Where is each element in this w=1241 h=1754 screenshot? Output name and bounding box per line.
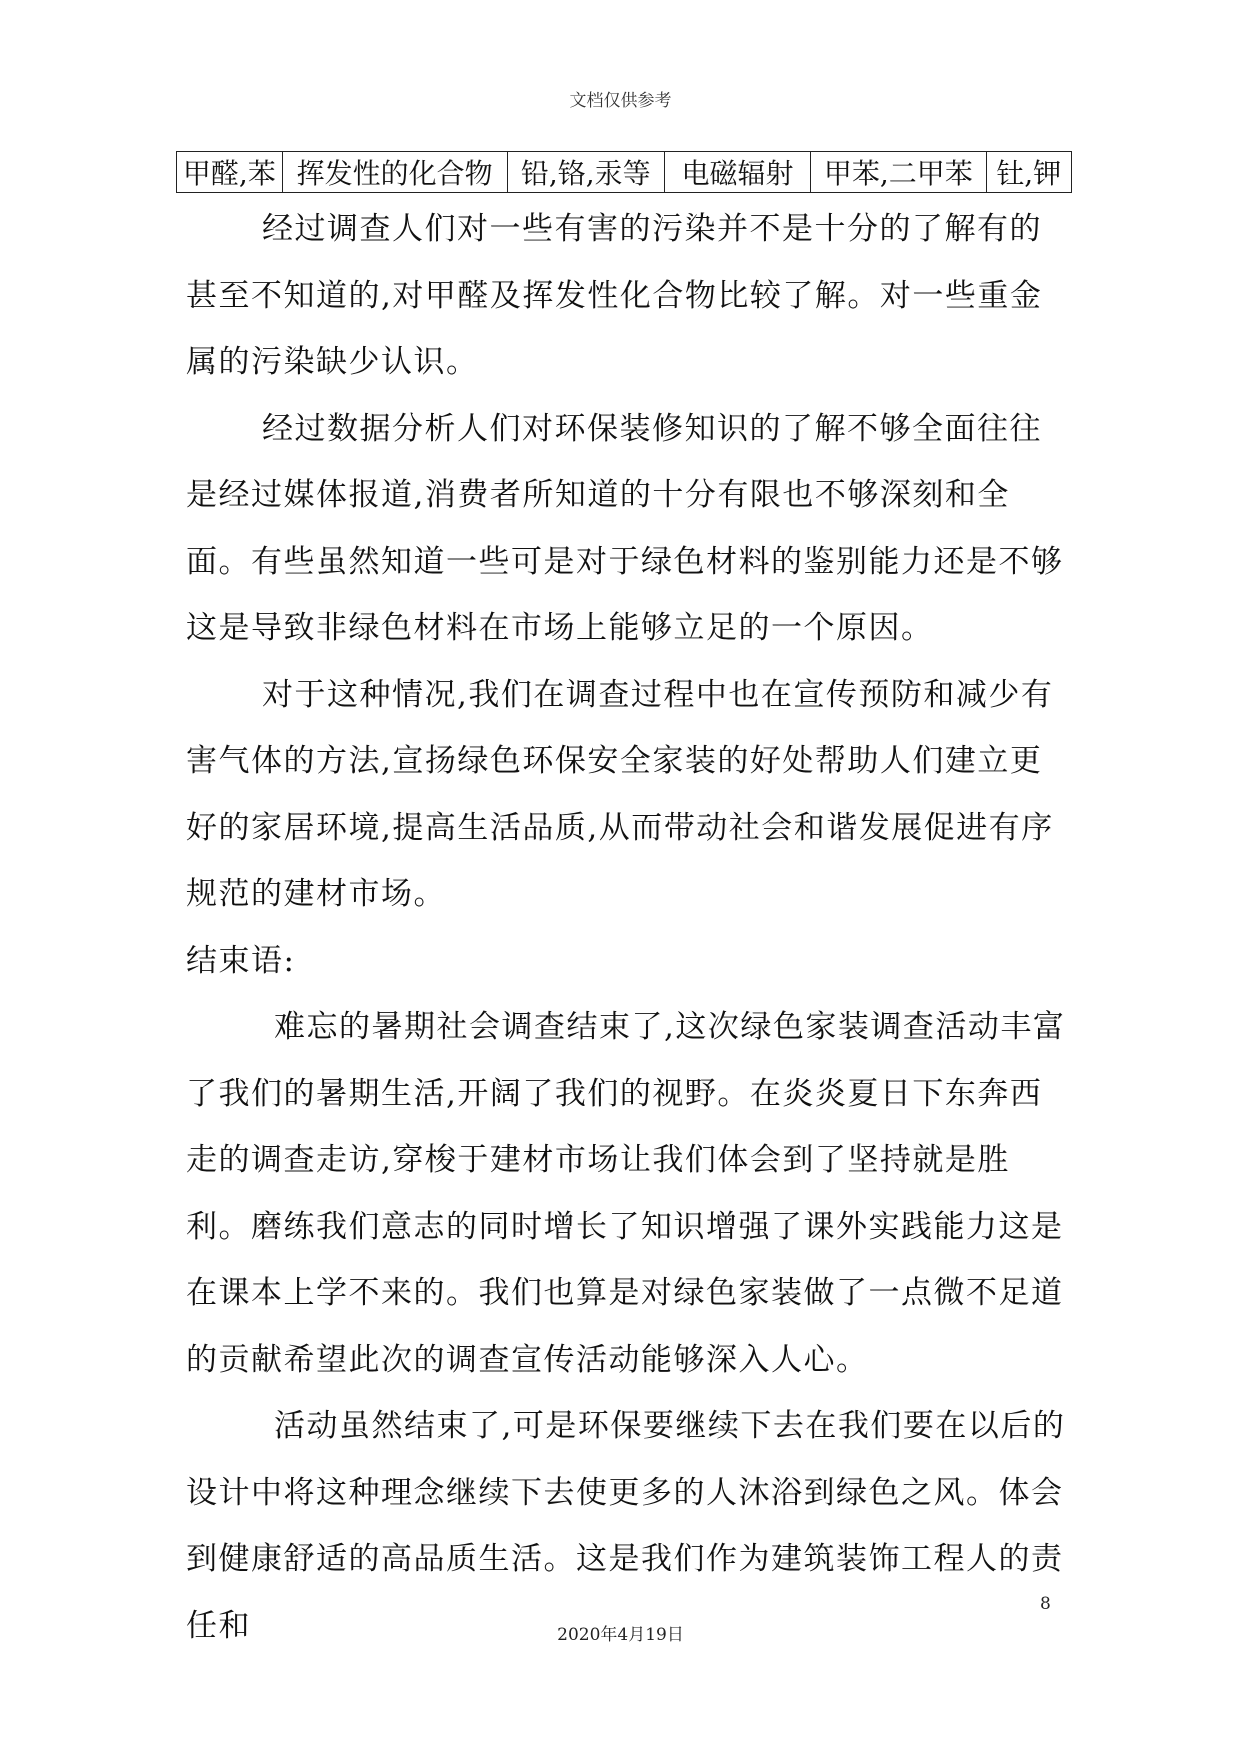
paragraph: 对于这种情况,我们在调查过程中也在宣传预防和减少有害气体的方法,宣扬绿色环保安全家装的好处帮助人们建立更好的家居环境,提高生活品质,从而带动社会和谐发展促进有序规范的建材市场。 [186, 676, 1054, 912]
table-cell: 铅,铬,汞等 [507, 152, 664, 193]
page-footer-date: 2020年4月19日 [557, 1625, 684, 1645]
table-cell: 电磁辐射 [664, 152, 810, 193]
conclusion-heading: 结束语: [186, 942, 296, 979]
table-row [177, 152, 1072, 193]
page-header: 文档仅供参考 [569, 91, 672, 111]
table-cell: 钍,钾 [986, 152, 1072, 193]
table-cell: 挥发性的化合物 [282, 152, 507, 193]
paragraph: 活动虽然结束了,可是环保要继续下去在我们要在以后的设计中将这种理念继续下去使更多的人沐浴到绿色之风。体会到健康舒适的高品质生活。这是我们作为建筑装饰工程人的责任和 [186, 1408, 1066, 1644]
paragraph: 难忘的暑期社会调查结束了,这次绿色家装调查活动丰富了我们的暑期生活,开阔了我们的视野。在炎炎夏日下东奔西走的调查走访,穿梭于建材市场让我们体会到了坚持就是胜利。磨练我们意志的同时增长了知识增强了课外实践能力这是在课本上学不来的。我们也算是对绿色家装做了一点微不足道的贡献希望此次的调查宣传活动能够深入人心。 [186, 1009, 1066, 1378]
document-body [186, 196, 1066, 1659]
page-number: 8 [1040, 1594, 1051, 1614]
pollutant-table [176, 151, 1072, 193]
paragraph: 经过数据分析人们对环保装修知识的了解不够全面往往是经过媒体报道,消费者所知道的十分有限也不够深刻和全面。有些虽然知道一些可是对于绿色材料的鉴别能力还是不够这是导致非绿色材料在市场上能够立足的一个原因。 [186, 410, 1064, 646]
table-cell: 甲苯,二甲苯 [811, 152, 986, 193]
table-cell: 甲醛,苯 [177, 152, 283, 193]
paragraph: 经过调查人们对一些有害的污染并不是十分的了解有的甚至不知道的,对甲醛及挥发性化合物比较了解。对一些重金属的污染缺少认识。 [186, 211, 1043, 380]
